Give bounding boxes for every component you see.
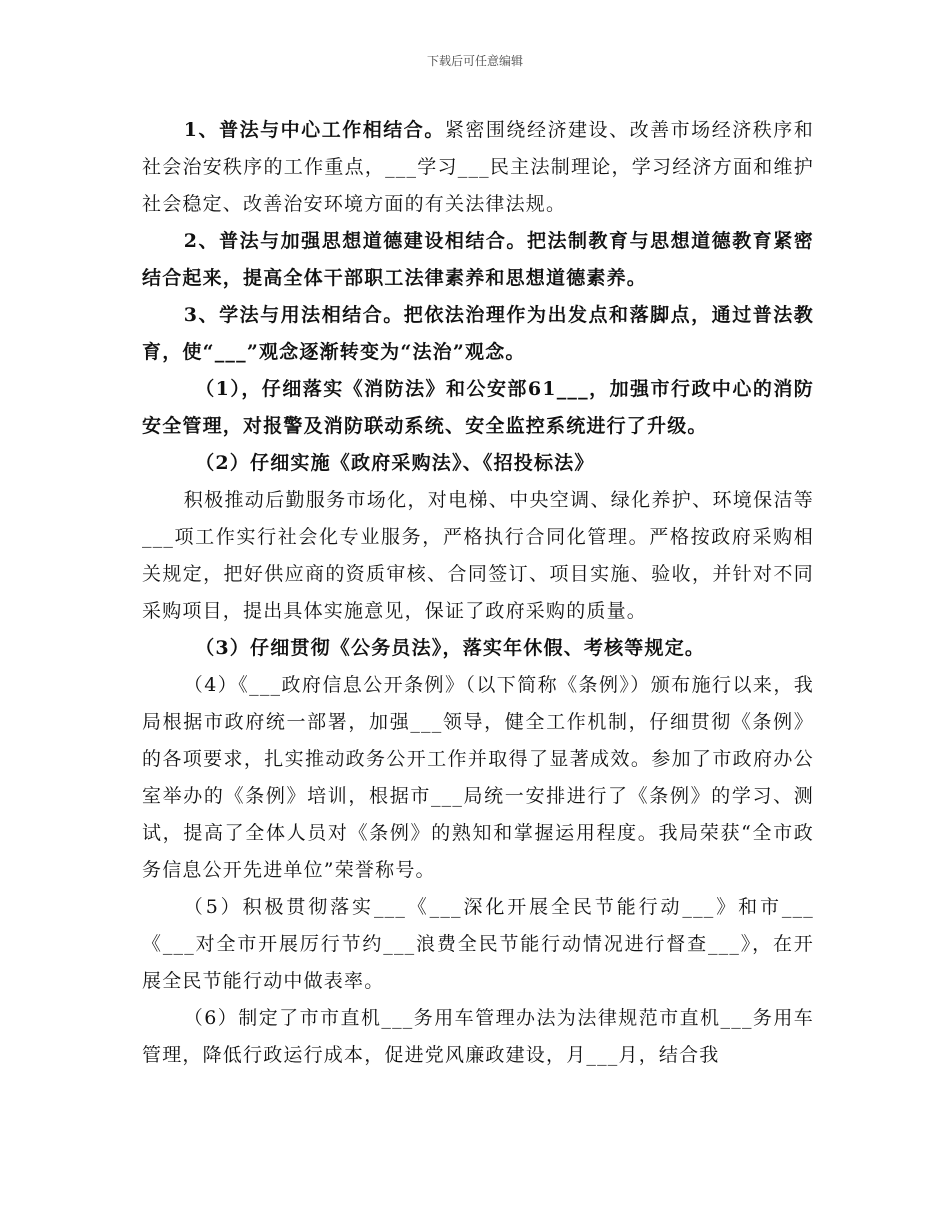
document-body [142, 112, 814, 1074]
paragraph-1-lead: 1、普法与中心工作相结合。 [183, 119, 445, 141]
paragraph-2: 2、普法与加强思想道德建设相结合。把法制教育与思想道德教育紧密结合起来，提高全体干部职工法律素养和思想道德素养。 [142, 230, 814, 289]
paragraph-7: （3）仔细贯彻《公务员法》，落实年休假、考核等规定。 [195, 637, 706, 659]
paragraph-1 [142, 112, 814, 223]
paragraph-8: （4）《___政府信息公开条例》（以下简称《条例》）颁布施行以来，我局根据市政府统一部署，加强___领导，健全工作机制，仔细贯彻《条例》的各项要求，扎实推动政务公开工作并取得了显著成效。参加了市政府办公室举办的《条例》培训，根据市___局统一安排进行了《条例》的学习、测试，提高了全体人员对《条例》的熟知和掌握运用程度。我局荣获“全市政务信息公开先进单位”荣誉称号。 [142, 674, 814, 881]
paragraph-5: （2）仔细实施《政府采购法》、《招投标法》 [195, 452, 595, 474]
paragraph-9: （5）积极贯彻落实___《___深化开展全民节能行动___》和市___《___对全市开展厉行节约___浪费全民节能行动情况进行督查___》，在开展全民节能行动中做表率。 [142, 896, 814, 992]
paragraph-6: 积极推动后勤服务市场化，对电梯、中央空调、绿化养护、环境保洁等___项工作实行社会化专业服务，严格执行合同化管理。严格按政府采购相关规定，把好供应商的资质审核、合同签订、项目实施、验收，并针对不同采购项目，提出具体实施意见，保证了政府采购的质量。 [142, 489, 814, 622]
paragraph-3: 3、学法与用法相结合。把依法治理作为出发点和落脚点，通过普法教育，使“___”观念逐渐转变为“法治”观念。 [142, 304, 814, 363]
paragraph-10: （6）制定了市市直机___务用车管理办法为法律规范市直机___务用车管理，降低行政运行成本，促进党风廉政建设，月___月，结合我 [142, 1007, 814, 1066]
paragraph-1-text: 紧密围绕经济建设、改善市场经济秩序和社会治安秩序的工作重点，___学习___民主法制理论，学习经济方面和维护社会稳定、改善治安环境方面的有关法律法规。 [142, 119, 814, 215]
page-header: 下载后可任意编辑 [426, 54, 523, 68]
paragraph-4: （1），仔细落实《消防法》和公安部61___，加强市行政中心的消防安全管理，对报警及消防联动系统、安全监控系统进行了升级。 [142, 378, 814, 437]
